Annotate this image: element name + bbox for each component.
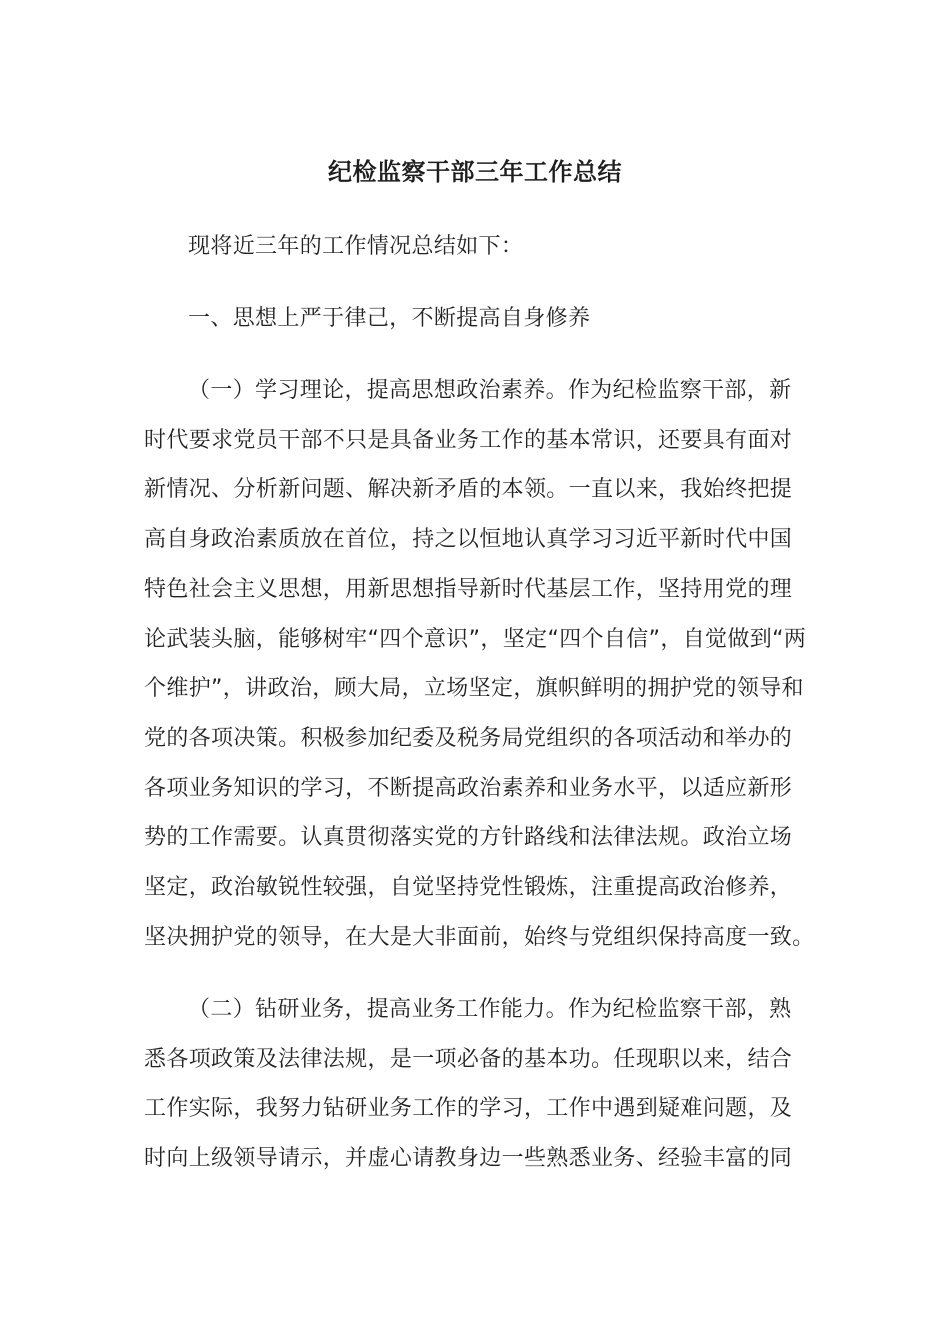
paragraph-line: 高自身政治素质放在首位，持之以恒地认真学习习近平新时代中国 [144, 527, 793, 553]
paragraph-line: 时代要求党员干部不只是具备业务工作的基本常识，还要具有面对 [144, 427, 793, 453]
paragraph-line: 时向上级领导请示，并虚心请教身边一些熟悉业务、经验丰富的同 [144, 1146, 793, 1172]
subsection-1-paragraph [144, 366, 815, 962]
paragraph-line: 坚定，政治敏锐性较强，自觉坚持党性锻炼，注重提高政治修养， [144, 875, 793, 901]
paragraph-line: 个维护”，讲政治，顾大局，立场坚定，旗帜鲜明的拥护党的领导和 [144, 676, 804, 702]
paragraph-line: 论武装头脑，能够树牢“四个意识”，坚定“四个自信”，自觉做到“两 [144, 626, 807, 652]
paragraph-line: （二）钻研业务，提高业务工作能力。作为纪检监察干部，熟 [188, 997, 792, 1022]
section-heading-1 [144, 294, 809, 344]
intro-paragraph [144, 222, 809, 272]
paragraph-line: 特色社会主义思想，用新思想指导新时代基层工作，坚持用党的理 [144, 576, 793, 602]
paragraph-line: 悉各项政策及法律法规，是一项必备的基本功。任现职以来，结合 [144, 1046, 793, 1072]
document-title: 纪检监察干部三年工作总结 [328, 158, 622, 186]
paragraph-line: 党的各项决策。积极参加纪委及税务局党组织的各项活动和举办的 [144, 725, 793, 751]
paragraph-line: 势的工作需要。认真贯彻落实党的方针路线和法律法规。政治立场 [144, 825, 793, 851]
subsection-2-paragraph [144, 985, 809, 1184]
section-heading-1-text: 一、思想上严于律己，不断提高自身修养 [188, 306, 591, 331]
paragraph-line: 各项业务知识的学习，不断提高政治素养和业务水平，以适应新形 [144, 775, 793, 801]
paragraph-line: 新情况、分析新问题、解决新矛盾的本领。一直以来，我始终把提 [144, 477, 793, 503]
paragraph-line: 工作实际，我努力钻研业务工作的学习，工作中遇到疑难问题，及 [144, 1096, 793, 1122]
intro-line: 现将近三年的工作情况总结如下： [188, 234, 524, 259]
paragraph-line: 坚决拥护党的领导，在大是大非面前，始终与党组织保持高度一致。 [144, 924, 815, 950]
paragraph-line: （一）学习理论，提高思想政治素养。作为纪检监察干部，新 [188, 378, 792, 403]
